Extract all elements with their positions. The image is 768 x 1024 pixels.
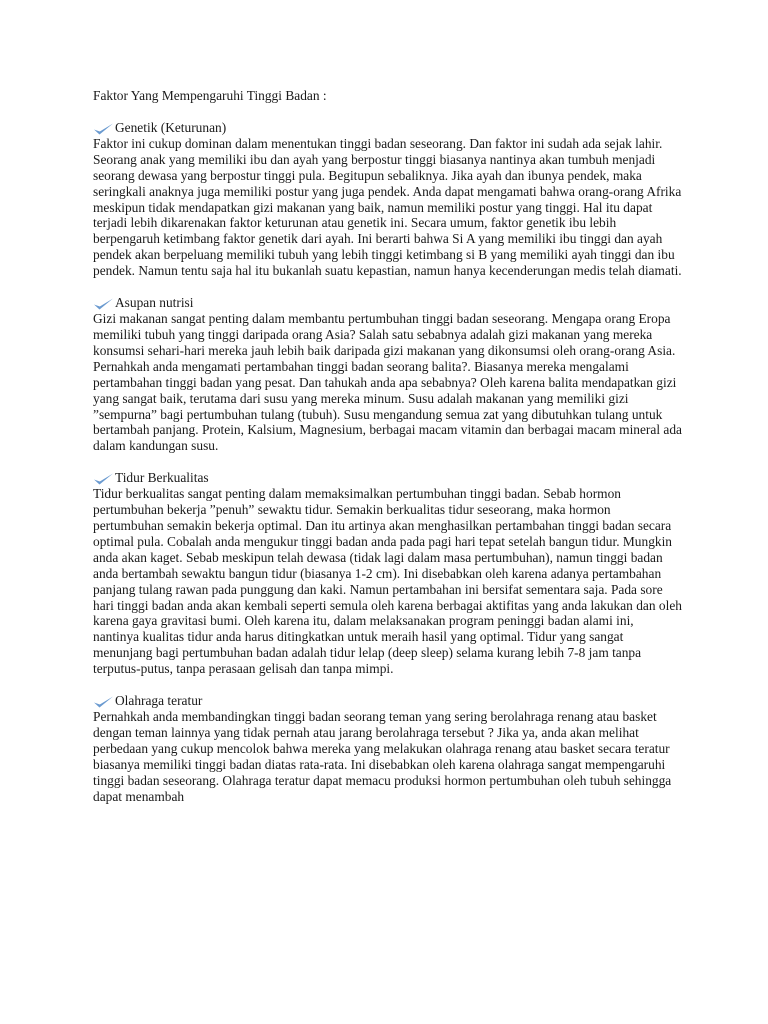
checkmark-icon [93,695,114,709]
section-heading [93,693,683,709]
section-body: Pernahkah anda membandingkan tinggi badan seorang teman yang sering berolahraga renang atau basket dengan teman lainnya yang tidak pernah atau jarang berolahraga tersebut ? Jika ya, anda akan melihat perbedaan yang cukup mencolok bahwa mereka yang melakukan olahraga renang atau basket secara teratur biasanya memiliki tinggi badan diatas rata-rata. Ini disebabkan oleh karena olahraga sangat mempengaruhi tinggi badan seseorang. Olahraga teratur dapat memacu produksi hormon pertumbuhan oleh tubuh sehingga dapat menambah [93,709,672,804]
section-heading-label: Olahraga teratur [115,693,203,709]
section-body: Tidur berkualitas sangat penting dalam memaksimalkan pertumbuhan tinggi badan. Sebab hormon pertumbuhan bekerja ”penuh” sewaktu tidur. Semakin berkualitas tidur seseorang, maka hormon pertumbuhan semakin bekerja optimal. Dan itu artinya akan menghasilkan pertambahan tinggi badan secara optimal pula. Cobalah anda mengukur tinggi badan anda pada pagi hari tepat setelah bangun tidur. Mungkin anda akan kaget. Sebab meskipun telah dewasa (tidak lagi dalam masa pertumbuhan), namun tinggi badan anda bertambah sewaktu bangun tidur (biasanya 1-2 cm). Ini disebabkan oleh karena adanya pertambahan panjang tulang rawan pada punggung dan kaki. Namun pertambahan ini bersifat sementara saja. Pada sore hari tinggi badan anda akan kembali seperti semula oleh karena berbagai aktifitas yang anda lakukan dan oleh karena gaya gravitasi bumi. Oleh karena itu, dalam melaksanakan program peninggi badan alami ini, nantinya kualitas tidur anda harus ditingkatkan untuk meraih hasil yang optimal. Tidur yang sangat menunjang bagi pertumbuhan badan adalah tidur lelap (deep sleep) selama kurang lebih 7-8 jam tanpa terputus-putus, tanpa perasaan gelisah dan tanpa mimpi. [93,486,682,677]
section-heading [93,295,683,311]
section-asupan-nutrisi [93,295,683,454]
section-body: Faktor ini cukup dominan dalam menentukan tinggi badan seseorang. Dan faktor ini sudah ada sejak lahir. Seorang anak yang memiliki ibu dan ayah yang berpostur tinggi biasanya nantinya akan tumbuh menjadi seorang dewasa yang berpostur tinggi pula. Begitupun sebaliknya. Jika ayah dan ibunya pendek, maka seringkali anaknya juga memiliki postur yang juga pendek. Anda dapat mengamati bahwa orang-orang Afrika meskipun tidak mendapatkan gizi makanan yang baik, namun memiliki postur yang tinggi. Hal itu dapat terjadi lebih dikarenakan faktor keturunan atau genetik ini. Secara umum, faktor genetik ibu lebih berpengaruh ketimbang faktor genetik dari ayah. Ini berarti bahwa Si A yang memiliki ibu tinggi dan ayah pendek akan berpeluang memiliki tubuh yang lebih tinggi ketimbang si B yang memiliki ayah tinggi dan ibu pendek. Namun tentu saja hal itu bukanlah suatu kepastian, namun hanya kecenderungan medis telah diamati. [93,135,682,279]
document-page [93,88,683,821]
document-title: Faktor Yang Mempengaruhi Tinggi Badan : [93,88,327,103]
section-olahraga-teratur [93,693,683,804]
section-tidur-berkualitas [93,470,683,677]
section-heading [93,470,683,486]
section-heading [93,120,683,136]
section-body: Gizi makanan sangat penting dalam membantu pertumbuhan tinggi badan seseorang. Mengapa orang Eropa memiliki tubuh yang tinggi daripada orang Asia? Salah satu sebabnya adalah gizi makanan yang mereka konsumsi sehari-hari mereka jauh lebih baik daripada gizi makanan yang dikonsumsi oleh orang-orang Asia. Pernahkah anda mengamati pertambahan tinggi badan seorang balita?. Biasanya mereka mengalami pertambahan tinggi badan yang pesat. Dan tahukah anda apa sebabnya? Oleh karena balita mendapatkan gizi yang sangat baik, terutama dari susu yang mereka minum. Susu adalah makanan yang memiliki gizi ”sempurna” bagi pertumbuhan tulang (tubuh). Susu mengandung semua zat yang dibutuhkan tulang untuk bertambah panjang. Protein, Kalsium, Magnesium, berbagai macam vitamin dan berbagai macam mineral ada dalam kandungan susu. [93,311,682,454]
checkmark-icon [93,297,114,311]
checkmark-icon [93,472,114,486]
section-heading-label: Tidur Berkualitas [115,470,209,486]
section-heading-label: Genetik (Keturunan) [115,120,227,135]
section-genetik [93,120,683,279]
section-heading-label: Asupan nutrisi [115,295,194,311]
checkmark-icon [93,122,114,136]
